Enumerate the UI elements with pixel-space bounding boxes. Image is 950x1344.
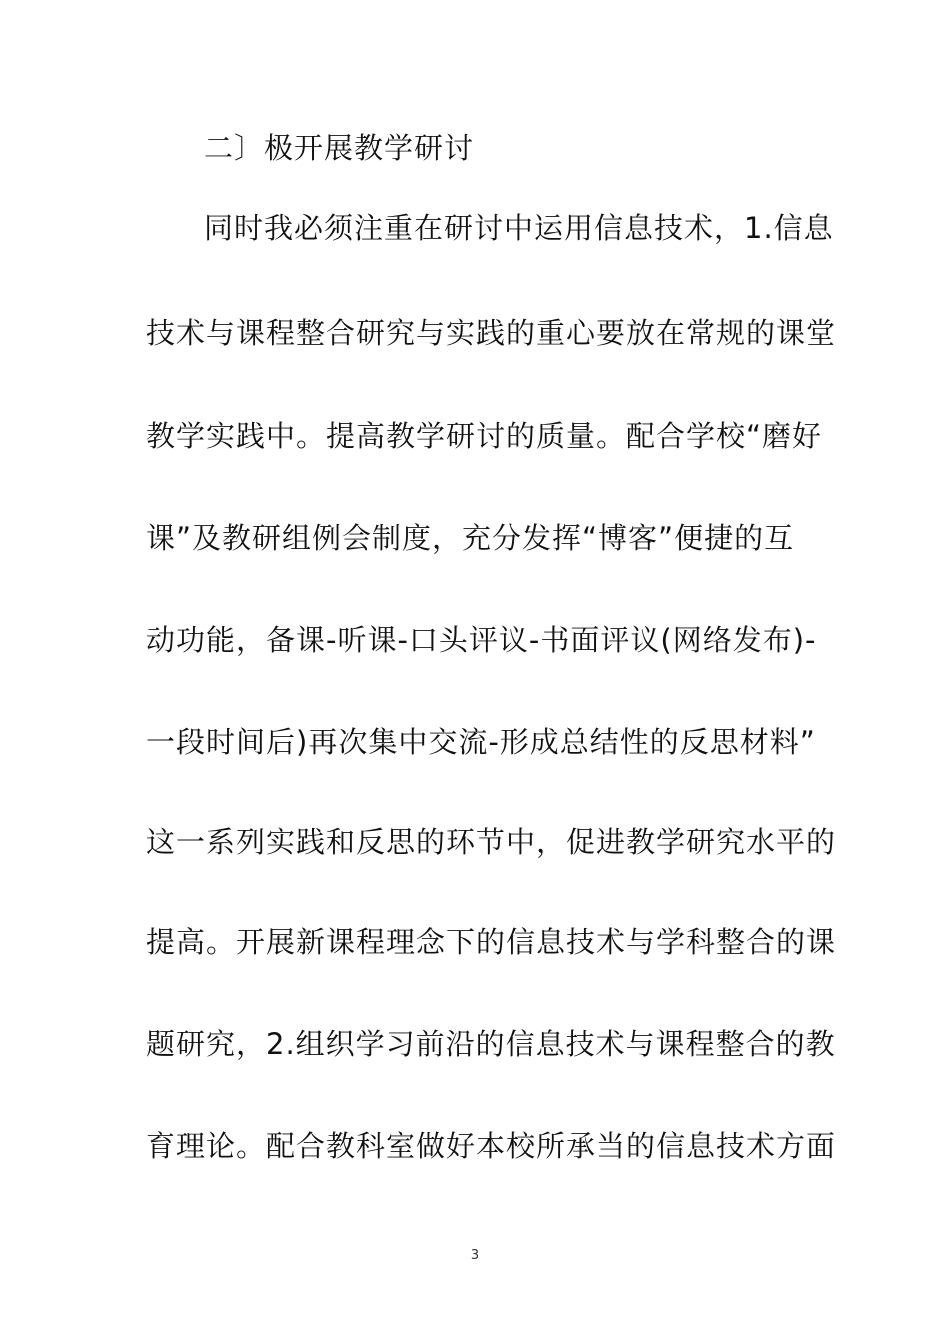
section-heading: 二〕极开展教学研讨 xyxy=(204,131,475,165)
paragraph-line: 一段时间后)再次集中交流-形成总结性的反思材料” xyxy=(146,725,816,759)
paragraph-line: 动功能，备课-听课-口头评议-书面评议(网络发布)- xyxy=(146,623,817,657)
paragraph-line: 题研究，2.组织学习前沿的信息技术与课程整合的教 xyxy=(146,1027,836,1061)
paragraph-line: 这一系列实践和反思的环节中，促进教学研究水平的 xyxy=(146,825,837,859)
paragraph-line: 育理论。配合教科室做好本校所承当的信息技术方面 xyxy=(146,1129,837,1163)
page-number: 3 xyxy=(470,1248,480,1263)
paragraph-line: 技术与课程整合研究与实践的重心要放在常规的课堂 xyxy=(146,316,837,350)
paragraph-line: 课”及教研组例会制度，充分发挥“博客”便捷的互 xyxy=(146,521,795,555)
paragraph-line: 提高。开展新课程理念下的信息技术与学科整合的课 xyxy=(146,925,837,959)
paragraph-line: 教学实践中。提高教学研讨的质量。配合学校“磨好 xyxy=(146,419,823,453)
paragraph-line: 同时我必须注重在研讨中运用信息技术，1.信息 xyxy=(204,211,834,245)
